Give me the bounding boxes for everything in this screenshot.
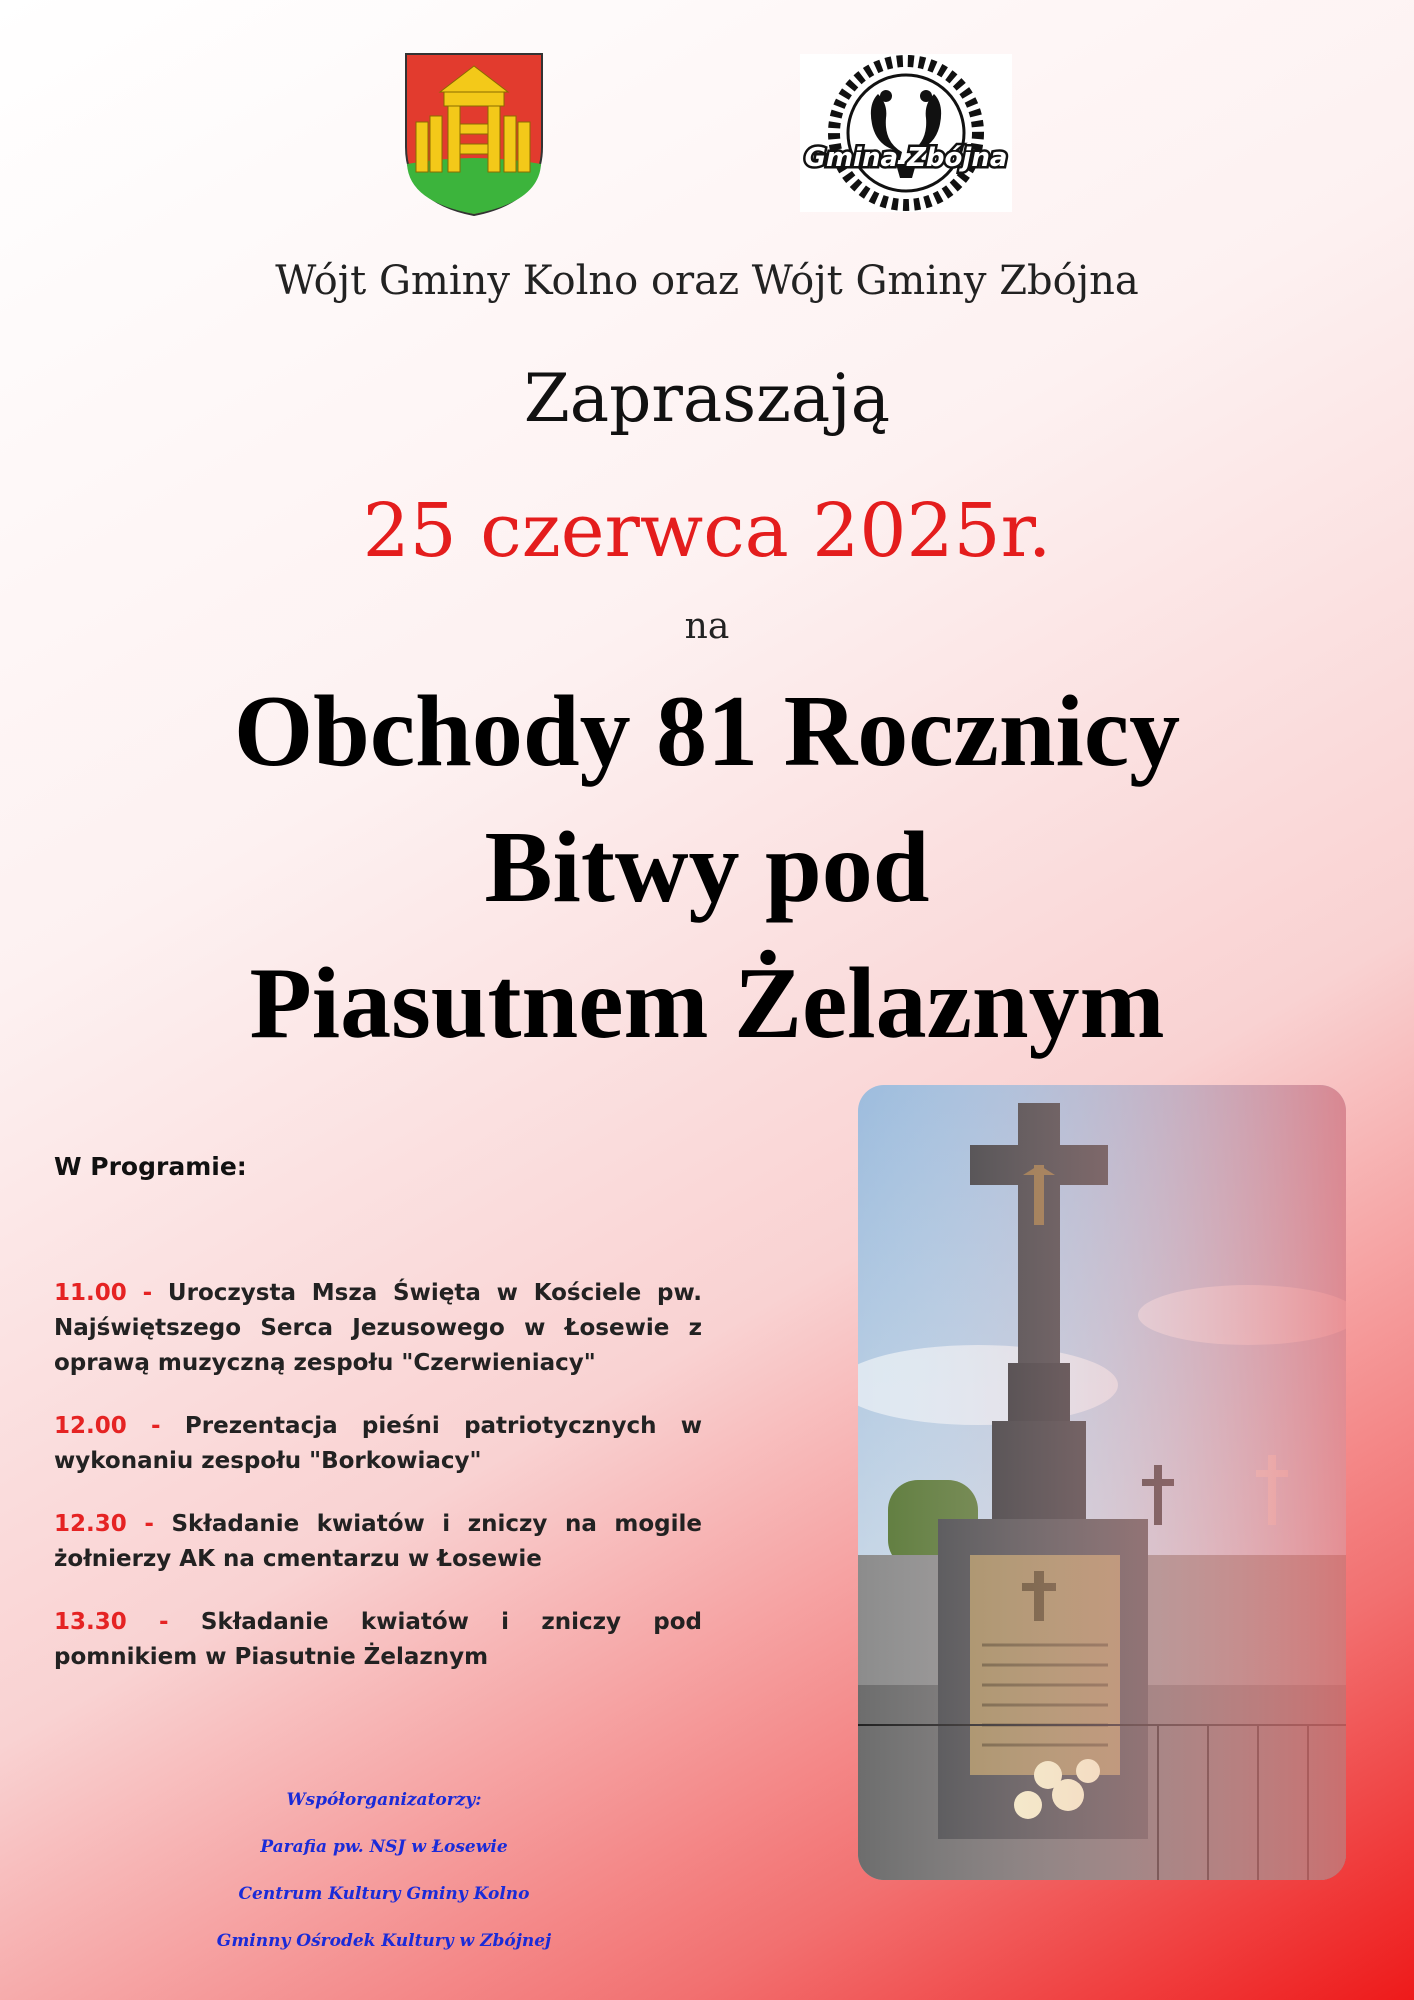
program-list xyxy=(54,1276,702,1703)
event-date: 25 czerwca 2025r. xyxy=(362,488,1052,574)
event-title-line-3: Piasutnem Żelaznym xyxy=(249,947,1165,1060)
event-title-line-2: Bitwy pod xyxy=(484,811,930,924)
program-item-text: Składanie kwiatów i zniczy na mogile żołnierzy AK na cmentarzu w Łosewie xyxy=(54,1511,703,1572)
program-item xyxy=(54,1507,702,1577)
monument-photo xyxy=(858,1085,1346,1880)
program-item-time: 13.30 xyxy=(54,1609,127,1635)
program-item-text: Prezentacja pieśni patriotycznych w wykonaniu zespołu "Borkowiacy" xyxy=(54,1413,702,1474)
program-item-text: Składanie kwiatów i zniczy pod pomnikiem w Piasutnie Żelaznym xyxy=(54,1609,702,1670)
coorganizer-item: Gminny Ośrodek Kultury w Zbójnej xyxy=(216,1931,552,1951)
program-item xyxy=(54,1409,702,1479)
program-item-time: 12.00 xyxy=(54,1413,127,1439)
invite-heading: Zapraszają xyxy=(523,360,891,437)
program-heading: W Programie: xyxy=(54,1152,247,1181)
coorganizer-item: Centrum Kultury Gminy Kolno xyxy=(238,1884,530,1904)
gmina-zbojna-logo xyxy=(800,54,1012,212)
coorganizer-item: Parafia pw. NSJ w Łosewie xyxy=(260,1837,508,1857)
program-item-separator: - xyxy=(126,1609,201,1635)
coorganizers xyxy=(160,1790,608,1978)
event-title-line-1: Obchody 81 Rocznicy xyxy=(233,675,1181,788)
coat-of-arms-logo xyxy=(404,52,544,217)
program-item-separator: - xyxy=(126,1280,168,1306)
program-item xyxy=(54,1605,702,1675)
program-item-text: Uroczysta Msza Święta w Kościele pw. Najświętszego Serca Jezusowego w Łosewie z oprawą muzyczną zespołu "Czerwieniacy" xyxy=(54,1280,703,1376)
coorganizers-heading: Współorganizatorzy: xyxy=(286,1790,482,1810)
program-item xyxy=(54,1276,702,1381)
program-item-time: 12.30 xyxy=(54,1511,127,1537)
program-item-separator: - xyxy=(126,1511,172,1537)
na-connector: na xyxy=(684,606,730,647)
gmina-zbojna-logo-text: Gmina Zbójna xyxy=(804,143,1008,173)
program-item-time: 11.00 xyxy=(54,1280,127,1306)
program-item-separator: - xyxy=(126,1413,185,1439)
event-title xyxy=(0,664,1414,1072)
organizers-line: Wójt Gminy Kolno oraz Wójt Gminy Zbójna xyxy=(275,258,1139,304)
